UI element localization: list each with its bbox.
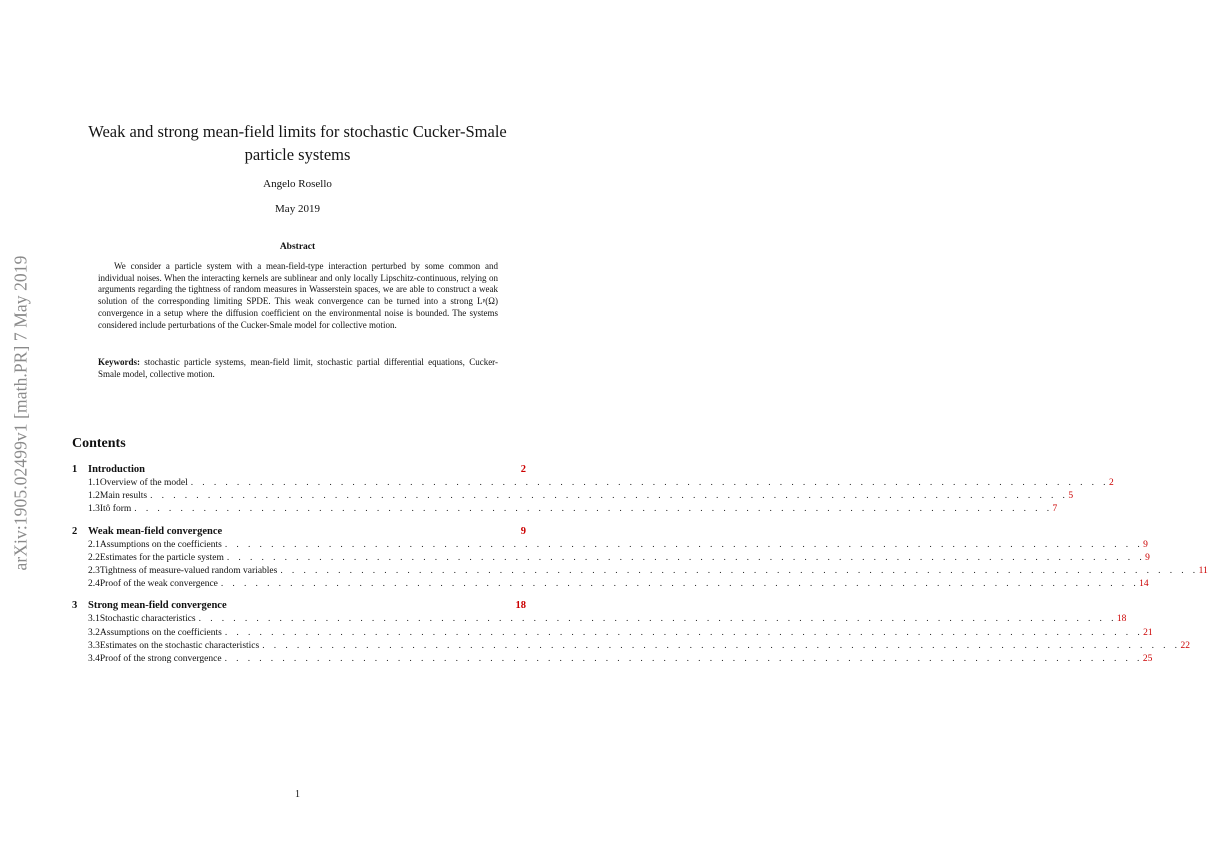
toc-subsection-number: 1.1 (88, 478, 100, 488)
date: May 2019 (275, 203, 320, 215)
toc-dot-leader: . . . . . . . . . . . . . . . . . . . . . . . . . . . . . . . . . . . . . . . . . . . . . . . . . . . . . . . . . . . . . . . . . . . . . . . . . . . . . . . . (224, 539, 1144, 550)
toc-subsection-link[interactable] (72, 490, 1074, 503)
keywords-label: Keywords: (98, 357, 140, 367)
toc-section (72, 525, 1208, 592)
toc-subsection-page[interactable]: 22 (1180, 640, 1190, 651)
toc-subsection-link[interactable] (72, 640, 1190, 653)
abstract-heading: Abstract (279, 242, 316, 252)
toc-dot-leader: . . . . . . . . . . . . . . . . . . . . . . . . . . . . . . . . . . . . . . . . . . . . . . . . . . . . . . . . . . . . . . . . . . . . . . . . . . . . . . . . (190, 478, 1109, 488)
toc-section-page[interactable]: 18 (515, 600, 526, 612)
toc-subsection-link[interactable] (72, 578, 1149, 591)
toc-dot-leader: . . . . . . . . . . . . . . . . . . . . . . . . . . . . . . . . . . . . . . . . . . . . . . . . . . . . . . . . . . . . . . . . . . . . . . . . . . . . . . . . (134, 504, 1053, 515)
toc-subsection-number: 3.1 (88, 614, 100, 625)
toc-section-link[interactable] (72, 525, 526, 539)
toc-subsection-title: Estimates for the particle system (99, 552, 224, 563)
toc-dot-leader: . . . . . . . . . . . . . . . . . . . . . . . . . . . . . . . . . . . . . . . . . . . . . . . . . . . . . . . . . . . . . . . . . . . . . . . . . . . . . . . . (280, 565, 1199, 576)
toc-subsection-number: 2.1 (88, 539, 100, 550)
toc-subsection-page[interactable]: 18 (1116, 614, 1127, 625)
toc-section-page[interactable]: 9 (520, 525, 526, 537)
toc-subsection-number: 2.4 (88, 579, 100, 590)
toc-subsection-title: Assumptions on the coefficients (99, 539, 222, 550)
toc-dot-leader: . . . . . . . . . . . . . . . . . . . . . . . . . . . . . . . . . . . . . . . . . . . . . . . . . . . . . . . . . . . . . . . . . . . . . . . . . . . . . . . . (262, 640, 1181, 651)
toc-subsection-number: 3.3 (88, 640, 100, 651)
toc-dot-leader: . . . . . . . . . . . . . . . . . . . . . . . . . . . . . . . . . . . . . . . . . . . . . . . . . . . . . . . . . . . . . . . . . . . . . . . . . . . . . . . . (226, 552, 1146, 563)
paper-title (60, 120, 535, 166)
toc-section-link[interactable] (72, 599, 526, 613)
toc-subsection-number: 3.2 (88, 627, 100, 638)
toc-dot-leader: . . . . . . . . . . . . . . . . . . . . . . . . . . . . . . . . . . . . . . . . . . . . . . . . . . . . . . . . . . . . . . . . . . . . . . . . . . . . . . . . (198, 614, 1117, 625)
toc-subsection-link[interactable] (72, 539, 1148, 552)
toc-section-title: Introduction (88, 464, 145, 475)
toc-subsection-link[interactable] (72, 552, 1150, 565)
page-number: 1 (295, 789, 300, 800)
keywords-text: stochastic particle systems, mean-field limit, stochastic partial differential equations, Cucker-Smale model, collective motion. (98, 357, 498, 379)
toc-section-number: 1 (72, 464, 78, 475)
keywords (98, 357, 498, 380)
toc-section (72, 599, 1190, 666)
toc-subsection-link[interactable] (72, 565, 1208, 578)
toc-subsection-page[interactable]: 7 (1052, 504, 1058, 515)
table-of-contents (72, 463, 1208, 674)
toc-dot-leader: . . . . . . . . . . . . . . . . . . . . . . . . . . . . . . . . . . . . . . . . . . . . . . . . . . . . . . . . . . . . . . . . . . . . . . . . . . . . . . . . (224, 653, 1143, 664)
toc-subsection-title: Main results (99, 491, 148, 502)
toc-subsection-number: 2.2 (88, 552, 100, 563)
toc-section-title: Weak mean-field convergence (88, 525, 223, 537)
toc-subsection-page[interactable]: 11 (1198, 565, 1208, 576)
toc-subsection-page[interactable]: 14 (1139, 579, 1149, 590)
toc-subsection-page[interactable]: 25 (1142, 653, 1153, 664)
toc-dot-leader: . . . . . . . . . . . . . . . . . . . . . . . . . . . . . . . . . . . . . . . . . . . . . . . . . . . . . . . . . . . . . . . . . . . . . . . . . . . . . . . . (150, 491, 1069, 502)
toc-subsection-title: Proof of the weak convergence (99, 579, 218, 590)
toc-dot-leader: . . . . . . . . . . . . . . . . . . . . . . . . . . . . . . . . . . . . . . . . . . . . . . . . . . . . . . . . . . . . . . . . . . . . . . . . . . . . . . . . (224, 627, 1144, 638)
toc-section-number: 2 (72, 525, 78, 537)
toc-subsection-link[interactable] (72, 653, 1153, 666)
toc-subsection-title: Proof of the strong convergence (99, 653, 222, 664)
toc-subsection-title: Stochastic characteristics (99, 614, 196, 625)
toc-section-number: 3 (72, 600, 78, 612)
toc-subsection-number: 2.3 (88, 565, 100, 576)
toc-section-title: Strong mean-field convergence (88, 600, 227, 612)
abstract-text: We consider a particle system with a mean-field-type interaction perturbed by some common and individual noises. When the interacting kernels are sublinear and only locally Lipschitz-continuous, relying on arguments regarding the tightness of random measures in Wasserstein spaces, we are able to construct a weak solution of the corresponding limiting SPDE. This weak convergence can be turned into a strong Lᵖ(Ω) convergence in a setup where the diffusion coefficient on the environmental noise is bounded. The systems considered include perturbations of the Cucker-Smale model for collective motion. (98, 261, 498, 330)
arxiv-sidebar (6, 228, 36, 598)
toc-subsection-page[interactable]: 9 (1145, 552, 1150, 563)
toc-subsection-link[interactable] (72, 613, 1127, 626)
author: Angelo Rosello (263, 178, 332, 190)
title-line-1: Weak and strong mean-field limits for stochastic Cucker-Smale (88, 122, 507, 141)
toc-subsection-title: Tightness of measure-valued random variables (99, 565, 278, 576)
toc-subsection-page[interactable]: 21 (1143, 627, 1153, 638)
toc-subsection-page[interactable]: 5 (1068, 491, 1074, 502)
toc-subsection-title: Itô form (99, 504, 132, 515)
toc-subsection-page[interactable]: 2 (1108, 478, 1114, 488)
toc-subsection-title: Assumptions on the coefficients (99, 627, 222, 638)
toc-subsection-number: 1.2 (88, 491, 100, 502)
toc-subsection-title: Estimates on the stochastic characteristics (99, 640, 260, 651)
contents-heading: Contents (72, 436, 126, 451)
title-line-2: particle systems (244, 145, 351, 164)
toc-subsection-number: 1.3 (88, 504, 100, 515)
toc-section-link[interactable] (72, 463, 526, 477)
toc-subsection-page[interactable]: 9 (1143, 539, 1148, 550)
toc-dot-leader: . . . . . . . . . . . . . . . . . . . . . . . . . . . . . . . . . . . . . . . . . . . . . . . . . . . . . . . . . . . . . . . . . . . . . . . . . . . . . . . . (220, 579, 1140, 590)
toc-subsection-link[interactable] (72, 477, 1114, 490)
toc-section-page[interactable]: 2 (520, 464, 526, 475)
toc-subsection-title: Overview of the model (99, 478, 188, 488)
toc-subsection-number: 3.4 (88, 653, 100, 664)
toc-subsection-link[interactable] (72, 503, 1058, 516)
arxiv-identifier: arXiv:1905.02499v1 [math.PR] 7 May 2019 (10, 255, 31, 571)
toc-subsection-link[interactable] (72, 627, 1153, 640)
toc-section (72, 463, 1114, 517)
